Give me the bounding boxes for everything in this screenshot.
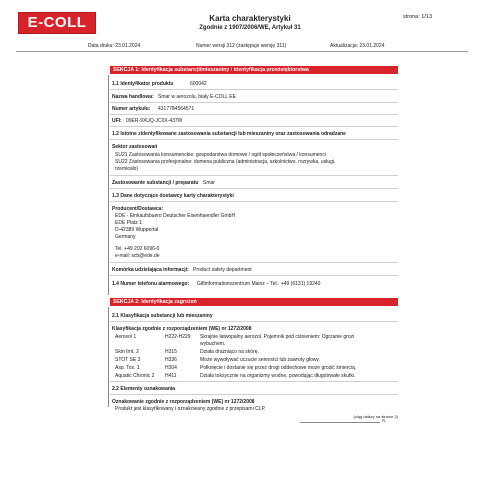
phone-number: Tel. +49 202 6096-0 (115, 246, 160, 252)
producer-line: Germany (115, 234, 136, 240)
ufi-value: 09ER-9XUQ-JC0X-437W (126, 118, 183, 124)
product-identifier-label: 1.1 Identyfikator produktu (112, 81, 174, 87)
row-divider (110, 381, 398, 382)
classification-heading: 2.1 Klasyfikacja substancji lub mieszaniny (112, 313, 213, 319)
emergency-phone-label: 1.4 Numer telefonu alarmowego: (112, 281, 190, 287)
product-identifier-value: 600042 (190, 81, 207, 87)
info-department-label: Komórka udzielająca informacji: (112, 267, 189, 273)
update-date: Aktualizacja: 23.01.2024 (330, 43, 385, 49)
document-subtitle: Zgodnie z 1907/2006/WE, Artykuł 31 (199, 25, 301, 31)
row-divider (110, 175, 398, 176)
hazard-code: H222-H229 (165, 334, 191, 340)
hazard-class: Asp. Tox. 1 (115, 365, 140, 371)
hazard-class: Aerosol 1 (115, 334, 137, 340)
ufi-label: UFI: (112, 118, 122, 124)
hazard-statement: Połknięcie i dostanie się przez drogi oddechowe może grozić śmiercią. (200, 365, 357, 371)
section2-heading: SEKCJA 2: Identyfikacja zagrożeń (110, 298, 398, 306)
row-divider (110, 89, 398, 90)
footer-divider (300, 422, 380, 423)
document-title: Karta charakterystyki (209, 14, 291, 23)
hazard-statement: Działa toksycznie na organizmy wodne, powodując długotrwałe skutki. (200, 373, 356, 379)
section2-left-bar (108, 307, 109, 407)
su21-text: SU21 Zastosowania konsumenckie: gospodarstwa domowe / ogół społeczeństwa / konsumenci (115, 152, 326, 158)
row-divider (110, 139, 398, 140)
trade-name-value: Smar w aerozolu, biały E-COLL EE (158, 94, 236, 100)
row-divider (110, 275, 398, 276)
row-divider (110, 126, 398, 127)
producer-line: D-42389 Wuppertal (115, 227, 159, 233)
row-divider (110, 102, 398, 103)
language-code: PL (382, 419, 387, 423)
continued-note: (ciąg dalszy na stronie 2) (353, 414, 398, 419)
su22-text: SU22 Zastosowania profesjonalne: domena publiczna (administracja, szkolnictwo, rozrywka, usługi, (115, 159, 336, 165)
row-divider (110, 201, 398, 202)
producer-label: Producent/Dostawca: (112, 206, 164, 212)
version-number: Numer wersji 312 (zastępuje wersję 311) (196, 43, 287, 49)
hazard-statement: Skrajnie łatwopalny aerozol. Pojemnik pod ciśnieniem: Ogrzanie grozi (200, 334, 355, 340)
use-value: Smar (203, 180, 215, 186)
hazard-code: H411 (165, 373, 177, 379)
article-number-label: Numer artykułu: (112, 106, 151, 112)
print-date: Data druku: 23.01.2024 (88, 43, 141, 49)
logo-text: E-COLL (27, 14, 87, 31)
article-number-value: 4317784564571 (158, 106, 195, 112)
info-department-value: Product safety department (193, 267, 252, 273)
hazard-code: H304 (165, 365, 177, 371)
sector-of-use-label: Sektor zastosowań (112, 144, 158, 150)
clp-label-text: Produkt jest klasyfikowany i oznakowany zgodnie z przepisami CLP. (115, 406, 266, 412)
row-divider (110, 188, 398, 189)
producer-line: EDE Platz 1 (115, 220, 142, 226)
use-label: Zastosowanie substancji / preparatu (112, 180, 199, 186)
header-divider (16, 51, 468, 52)
emergency-phone-value: Giftinformationszentrum Mainz – Tel.: +49 (6131) 19240 (197, 281, 321, 287)
clp-classification-label: Klasyfikacja zgodnie z rozporządzeniem (WE) nr 1272/2008 (112, 326, 252, 332)
row-divider (110, 321, 398, 322)
supplier-heading: 1.3 Dane dotyczące dostawcy karty charakterystyki (112, 193, 234, 199)
row-divider (110, 394, 398, 395)
hazard-class: Aquatic Chronic 2 (115, 373, 155, 379)
trade-name-label: Nazwa handlowa: (112, 94, 154, 100)
identified-uses-heading: 1.2 Istotne zidentyfikowane zastosowania substancji lub mieszaniny oraz zastosowania odradzane (112, 131, 346, 137)
producer-line: EDE - Einkaufsbuero Deutscher Eisenhaendler GmbH (115, 213, 236, 219)
hazard-code: H315 (165, 349, 177, 355)
hazard-class: STOT SE 3 (115, 357, 141, 363)
hazard-statement-cont: wybuchem. (200, 341, 226, 347)
label-elements-heading: 2.2 Elementy oznakowania (112, 386, 176, 392)
hazard-class: Skin Irrit. 2 (115, 349, 139, 355)
su22-text-cont: rzemiosło) (115, 166, 139, 172)
clp-label-heading: Oznakowanie zgodnie z rozporządzeniem (WE) nr 1272/2008 (112, 399, 255, 405)
row-divider (110, 262, 398, 263)
hazard-code: H336 (165, 357, 177, 363)
page-number: strona: 1/13 (402, 14, 432, 20)
section1-left-bar (108, 75, 109, 295)
section1-heading: SEKCJA 1: Identyfikacja substancji/mieszaniny i identyfikacja przedsiębiorstwa (110, 66, 398, 74)
hazard-statement: Działa drażniąco na skórę. (200, 349, 259, 355)
row-divider (110, 114, 398, 115)
hazard-statement: Może wywoływać uczucie senności lub zawroty głowy. (200, 357, 320, 363)
email-address: e-mail: scb@ede.de (115, 253, 160, 259)
